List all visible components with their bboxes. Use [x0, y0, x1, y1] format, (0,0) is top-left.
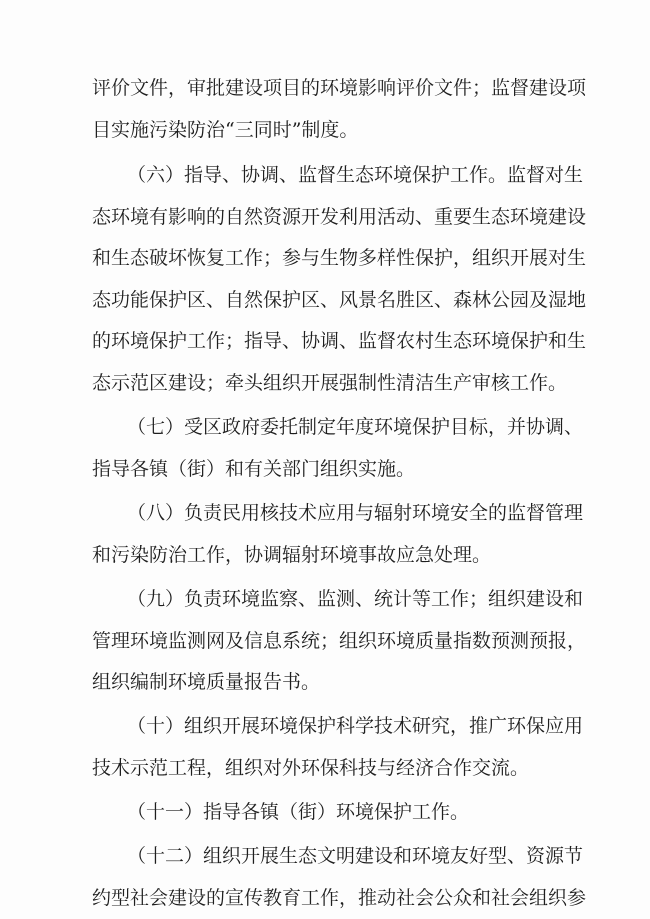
paragraph-six-start: （六）指导、协调、监督生态环境保护工作。监督对生 [127, 164, 584, 186]
paragraph-eight-start: （八）负责民用核技术应用与辐射环境安全的监督管理 [127, 502, 584, 524]
paragraph-nine-start: （九）负责环境监察、监测、统计等工作；组织建设和 [127, 588, 584, 610]
paragraph-seven-start: （七）受区政府委托制定年度环境保护目标，并协调、 [127, 416, 584, 438]
text-line: 态环境有影响的自然资源开发利用活动、重要生态环境建设 [92, 206, 587, 228]
text-line: 指导各镇（街）和有关部门组织实施。 [92, 458, 416, 480]
text-line: 组织编制环境质量报告书。 [92, 671, 321, 693]
text-line: 管理环境监测网及信息系统；组织环境质量指数预测预报， [92, 630, 587, 652]
text-line: 约型社会建设的宣传教育工作，推动社会公众和社会组织参 [92, 887, 587, 909]
text-line: 和生态破坏恢复工作；参与生物多样性保护，组织开展对生 [92, 247, 587, 269]
text-line: 态功能保护区、自然保护区、风景名胜区、森林公园及湿地 [92, 289, 587, 311]
paragraph-twelve-start: （十二）组织开展生态文明建设和环境友好型、资源节 [127, 845, 584, 867]
paragraph-ten-start: （十）组织开展环境保护科学技术研究，推广环保应用 [127, 715, 584, 737]
text-line: 评价文件，审批建设项目的环境影响评价文件；监督建设项 [92, 77, 587, 99]
text-line: 技术示范工程，组织对外环保科技与经济合作交流。 [92, 757, 530, 779]
paragraph-eleven: （十一）指导各镇（街）环境保护工作。 [127, 801, 470, 823]
text-line: 态示范区建设；牵头组织开展强制性清洁生产审核工作。 [92, 372, 568, 394]
text-line: 目实施污染防治“三同时”制度。 [92, 119, 359, 141]
text-line: 和污染防治工作，协调辐射环境事故应急处理。 [92, 544, 492, 566]
text-line: 的环境保护工作；指导、协调、监督农村生态环境保护和生 [92, 330, 587, 352]
